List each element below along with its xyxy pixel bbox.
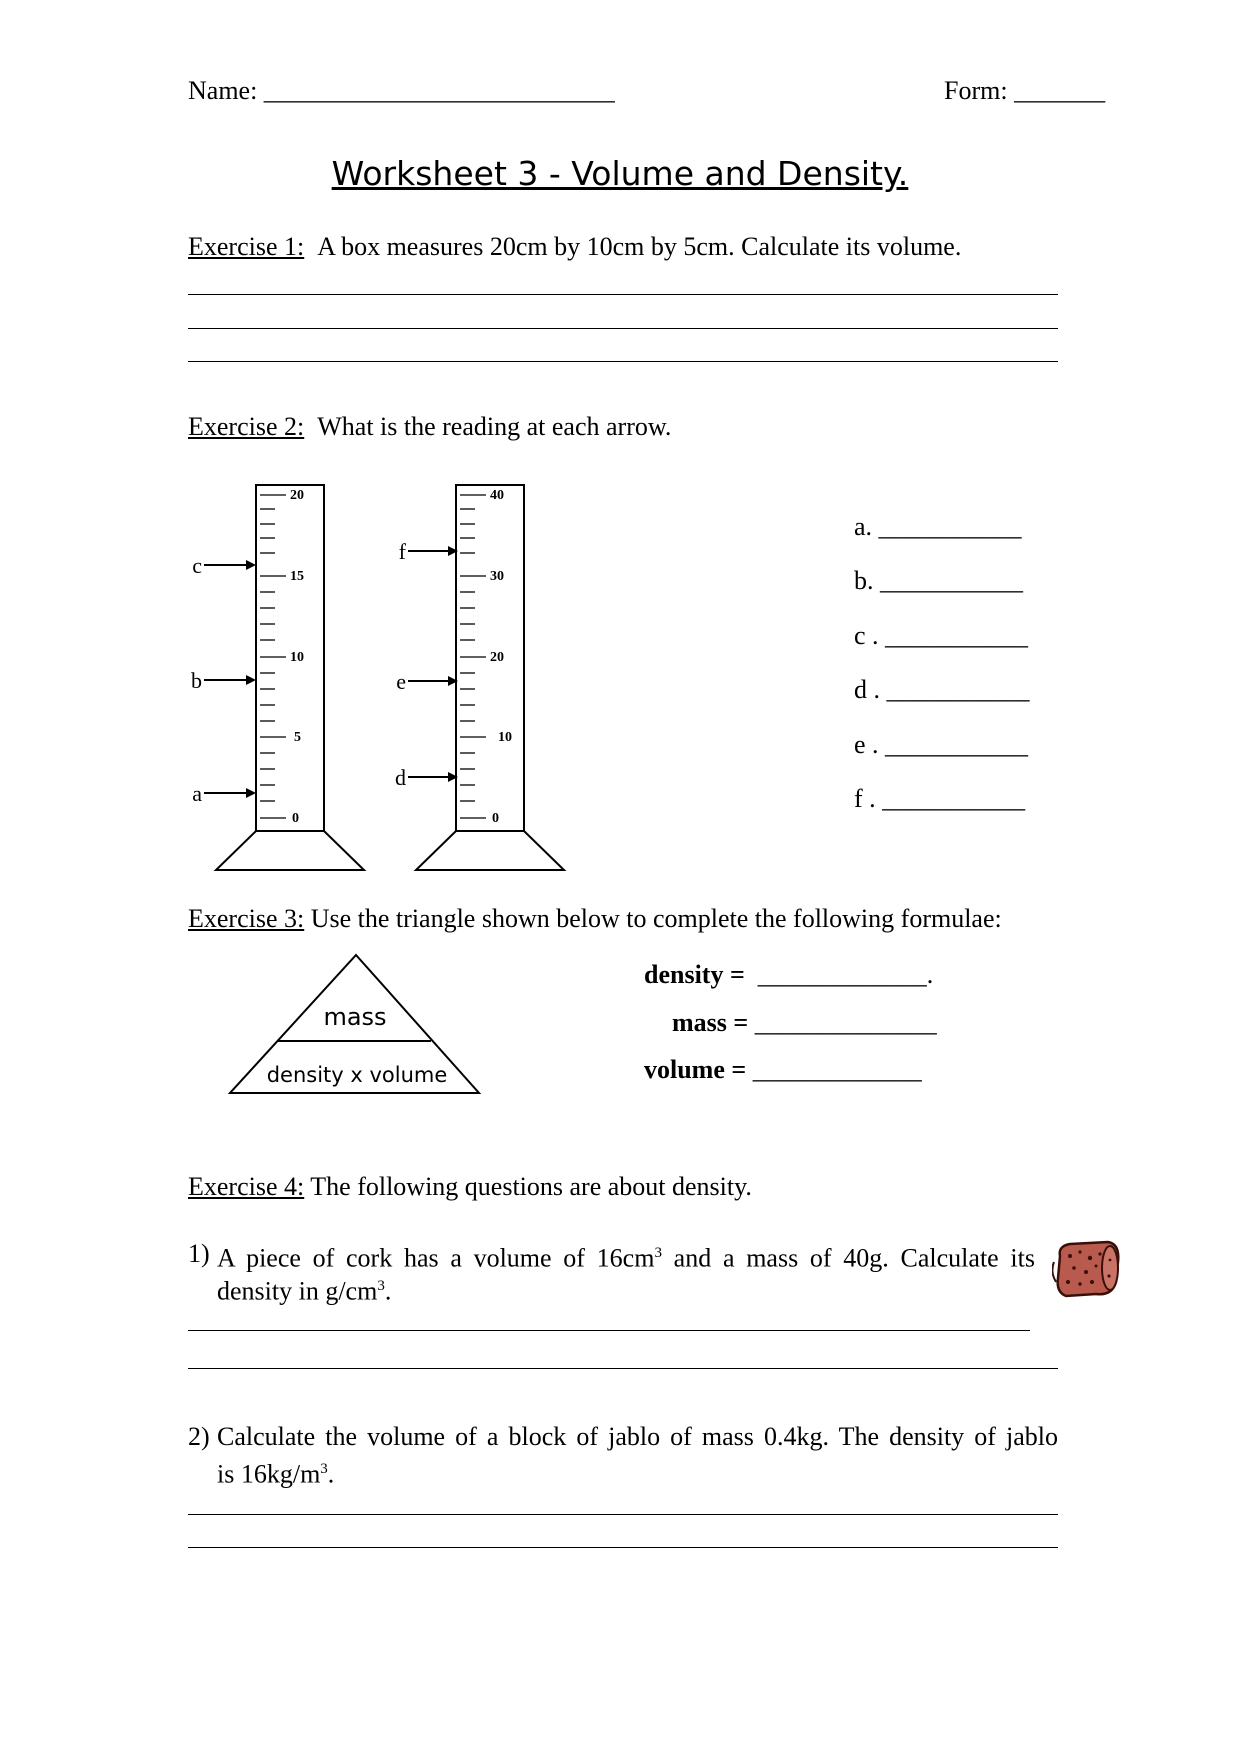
arrow-c <box>204 560 256 570</box>
question-1-line2: density in $g/cm^3$. <box>217 1276 392 1306</box>
exercise1-text: A box measures 20cm by 10cm by 5cm. Calculate its volume. <box>317 232 962 261</box>
exercise4-text: The following questions are about density. <box>310 1172 752 1201</box>
arrow-b <box>204 675 256 685</box>
answer-f[interactable]: f . ___________ <box>854 784 1026 813</box>
arrow-label-c: c <box>192 553 202 578</box>
question-2-line1: Calculate the volume of a block of jablo of mass 0.4kg. The density of jablo <box>217 1422 1058 1451</box>
arrow-label-e: e <box>396 669 406 694</box>
answer-line[interactable] <box>188 1330 1030 1331</box>
question-1-number: 1) <box>188 1239 210 1268</box>
answer-line[interactable] <box>188 1368 1058 1369</box>
question-2-number: 2) <box>188 1422 210 1451</box>
triangle-mass: mass <box>323 1003 387 1031</box>
scale-label: 0 <box>292 811 299 826</box>
exercise3-heading <box>188 904 1002 934</box>
arrow-label-b: b <box>191 668 202 693</box>
mass-formula[interactable] <box>672 1008 937 1038</box>
answer-a[interactable]: a. ___________ <box>854 512 1022 541</box>
question-2-line2: is $16kg/m^3$. <box>217 1459 335 1489</box>
exercise4-label: Exercise 4: <box>188 1172 305 1201</box>
mass-blank[interactable]: ______________ <box>754 1008 937 1037</box>
page-title: Worksheet 3 - Volume and Density. <box>331 154 909 193</box>
answer-line[interactable] <box>188 294 1058 295</box>
arrow-d <box>408 772 458 782</box>
arrow-label-f: f <box>398 539 406 564</box>
cylinder-1-ticks <box>260 495 286 818</box>
exercise1-label: Exercise 1: <box>188 232 305 261</box>
exercise4-heading <box>188 1172 752 1202</box>
arrow-a <box>204 788 256 798</box>
answer-line[interactable] <box>188 1514 1058 1515</box>
exercise2-heading <box>188 412 671 442</box>
answer-b[interactable]: b. ___________ <box>854 566 1023 595</box>
mass-label: mass = <box>672 1008 749 1037</box>
volume-formula[interactable] <box>644 1055 922 1085</box>
scale-label: 0 <box>492 811 499 826</box>
arrow-e <box>408 676 458 686</box>
scale-label: 20 <box>290 488 304 503</box>
form-field[interactable]: Form: _______ <box>944 76 1106 105</box>
arrow-f <box>408 546 458 556</box>
scale-label: 15 <box>290 569 304 584</box>
answer-d[interactable]: d . ___________ <box>854 675 1030 704</box>
scale-label: 10 <box>290 650 304 665</box>
measuring-cylinder-1 <box>190 480 380 875</box>
formula-triangle <box>225 950 485 1100</box>
exercise3-label: Exercise 3: <box>188 904 305 933</box>
arrow-label-d: d <box>395 765 406 790</box>
exercise2-label: Exercise 2: <box>188 412 305 441</box>
exercise1-heading <box>188 232 961 262</box>
scale-label: 30 <box>490 569 504 584</box>
cylinder-2-ticks <box>460 495 486 818</box>
answer-line[interactable] <box>188 361 1058 362</box>
volume-blank[interactable]: _____________ <box>752 1055 922 1084</box>
volume-label: volume = <box>644 1055 747 1084</box>
scale-label: 20 <box>490 650 504 665</box>
exercise3-text: Use the triangle shown below to complete the following formulae: <box>310 904 1002 933</box>
exercise2-text: What is the reading at each arrow. <box>317 412 672 441</box>
triangle-density-volume: density x volume <box>266 1063 448 1087</box>
measuring-cylinder-2 <box>390 480 580 875</box>
density-formula[interactable] <box>644 960 933 990</box>
cork-icon <box>1052 1238 1124 1300</box>
answer-e[interactable]: e . ___________ <box>854 730 1029 759</box>
scale-label: 5 <box>294 730 301 745</box>
arrow-label-a: a <box>192 781 202 806</box>
density-blank[interactable]: _____________. <box>757 960 934 989</box>
scale-label: 10 <box>498 730 512 745</box>
answer-line[interactable] <box>188 328 1058 329</box>
scale-label: 40 <box>490 488 504 503</box>
name-field[interactable]: Name: ___________________________ <box>188 76 615 105</box>
question-1-line1: A piece of cork has a volume of $16cm^3$ and a mass of 40g. Calculate its <box>217 1243 1035 1273</box>
answer-c[interactable]: c . ___________ <box>854 621 1029 650</box>
answer-line[interactable] <box>188 1547 1058 1548</box>
density-label: density = <box>644 960 745 989</box>
